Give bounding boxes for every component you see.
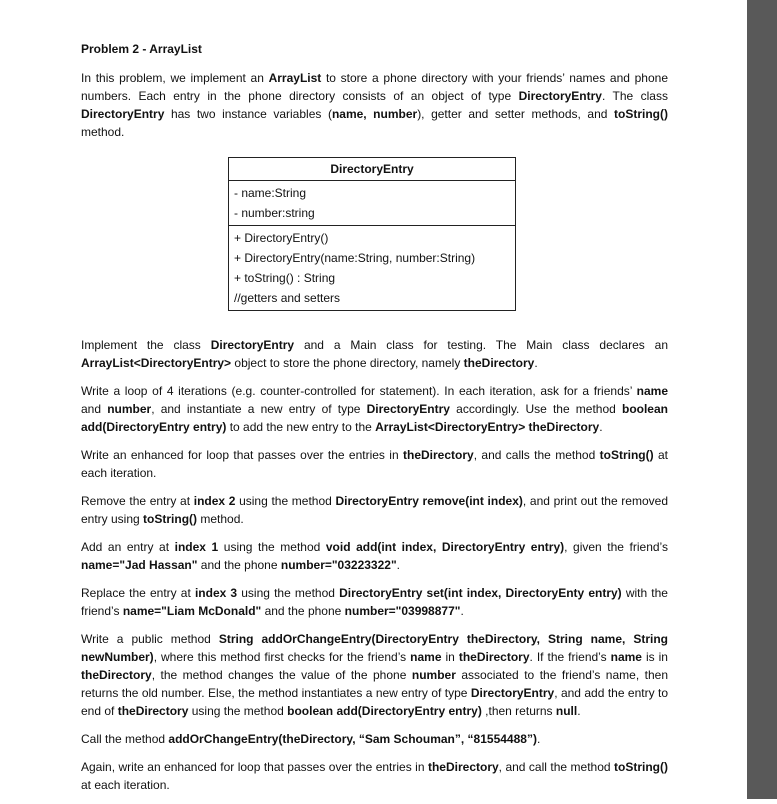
text-run: and the phone [197,558,281,572]
problem-title: Problem 2 - ArrayList [81,42,202,56]
bold-text-run: DirectoryEntry [366,402,450,416]
bold-text-run: name [636,384,668,398]
document-content [81,40,668,804]
bold-text-run: DirectoryEntry [210,338,295,352]
text-run: Replace the entry at [81,586,195,600]
bold-text-run: String addOrChangeEntry(DirectoryEntry theDirectory, String name, String newNumber) [81,632,668,664]
text-run: . [599,420,603,434]
bold-text-run: index 2 [193,494,236,508]
text-run: , the method changes the value of the phone [151,668,412,682]
text-run: ), getter and setter methods, and [417,107,615,121]
text-run: ,then returns [481,704,556,718]
text-run: , and print out the removed entry using [81,494,668,526]
bold-text-run: void add(int index, DirectoryEntry entry) [325,540,565,554]
bold-text-run: toString() [614,107,668,121]
text-run: and a Main class for testing. The Main class declares an [294,338,668,352]
bold-text-run: DirectoryEntry [518,89,602,103]
text-run: in [441,650,459,664]
intro-paragraph [81,69,668,141]
bold-text-run: toString() [143,512,198,526]
text-run: using the method [237,586,340,600]
text-run: associated to the friend’s name, then returns the old number. Else, the method instantiates a new entry of type [81,668,668,700]
uml-attribute: - name:String [234,186,307,200]
text-run: with the friend’s [81,586,668,618]
uml-class-name: DirectoryEntry [229,158,516,181]
bold-text-run: toString() [614,760,668,774]
text-run: using the method [188,704,288,718]
uml-class-diagram [228,157,516,311]
text-run: Again, write an enhanced for loop that passes over the entries in [81,760,428,774]
replace-paragraph [81,584,668,620]
uml-attributes [229,181,516,226]
text-run: and [81,402,108,416]
bold-text-run: addOrChangeEntry(theDirectory, “Sam Schouman”, “81554488”) [168,732,537,746]
bold-text-run: name="Jad Hassan" [81,558,198,572]
text-run: , and calls the method [473,448,600,462]
bold-text-run: ArrayList<DirectoryEntry> theDirectory [375,420,600,434]
text-run: has two instance variables ( [164,107,332,121]
text-run: , and add the entry to end of [81,686,668,718]
text-run: . If the friend’s [529,650,611,664]
text-run: . [396,558,400,572]
text-run: Add an entry at [81,540,175,554]
method-paragraph [81,630,668,720]
bold-text-run: theDirectory [403,448,474,462]
text-run: object to store the phone directory, namely [231,356,464,370]
text-run: at each iteration. [81,448,668,480]
bold-text-run: DirectoryEntry set(int index, DirectoryEnty entry) [339,586,622,600]
uml-methods [229,226,516,311]
text-run: , given the friend’s [564,540,668,554]
text-run: at each iteration. [81,778,170,792]
uml-method: + toString() : String [234,271,336,285]
bold-text-run: DirectoryEntry [470,686,555,700]
text-run: Write a public method [81,632,219,646]
text-run: is in [641,650,668,664]
bold-text-run: name [410,650,442,664]
bold-text-run: theDirectory [463,356,535,370]
text-run: Call the method [81,732,169,746]
viewer-scrollbar[interactable] [747,0,777,799]
bold-text-run: theDirectory [458,650,530,664]
text-run: to store a phone directory with your friends’ names and phone numbers. Each entry in the phone directory consists of an object of type [81,71,669,103]
bold-text-run: name, number [331,107,418,121]
enhanced-loop-paragraph [81,446,668,482]
bold-text-run: name [610,650,642,664]
add-paragraph [81,538,668,574]
text-run: . [577,704,581,718]
call-paragraph [81,730,668,748]
remove-paragraph [81,492,668,528]
text-run: Write a loop of 4 iterations (e.g. counter-controlled for statement). In each iteration, ask for a friends’ [81,384,637,398]
text-run: using the method [218,540,326,554]
text-run: method. [197,512,244,526]
implement-paragraph [81,336,668,372]
uml-method: + DirectoryEntry(name:String, number:String) [234,251,476,265]
text-run: to add the new entry to the [226,420,376,434]
bold-text-run: null [555,704,578,718]
bold-text-run: number [411,668,456,682]
text-run: . [536,732,541,746]
loop-paragraph [81,382,668,436]
text-run: method. [81,125,125,139]
uml-attribute: - number:string [234,206,315,220]
bold-text-run: ArrayList [268,71,322,85]
bold-text-run: DirectoryEntry remove(int index) [335,494,523,508]
text-run: . [460,604,464,618]
bold-text-run: number [107,402,152,416]
bold-text-run: toString() [599,448,654,462]
text-run: and the phone [261,604,345,618]
bold-text-run: theDirectory [117,704,189,718]
text-run: Implement the class [81,338,211,352]
bold-text-run: boolean add(DirectoryEntry entry) [287,704,482,718]
bold-text-run: index 3 [194,586,238,600]
again-paragraph [81,758,668,794]
uml-method: + DirectoryEntry() [234,231,329,245]
text-run: . The class [601,89,668,103]
bold-text-run: ArrayList<DirectoryEntry> [81,356,232,370]
bold-text-run: number="03998877" [344,604,461,618]
bold-text-run: DirectoryEntry [81,107,165,121]
bold-text-run: boolean add(DirectoryEntry entry) [81,402,668,434]
bold-text-run: name="Liam McDonald" [122,604,262,618]
uml-method: //getters and setters [234,291,341,305]
text-run: accordingly. Use the method [449,402,622,416]
text-run: , where this method first checks for the friend’s [153,650,411,664]
text-run: , and call the method [498,760,615,774]
text-run: In this problem, we implement an [81,71,269,85]
text-run: Remove the entry at [81,494,194,508]
text-run: . [534,356,538,370]
text-run: Write an enhanced for loop that passes over the entries in [81,448,404,462]
text-run: , and instantiate a new entry of type [151,402,367,416]
bold-text-run: theDirectory [427,760,499,774]
bold-text-run: number="03223322" [280,558,397,572]
bold-text-run: theDirectory [81,668,152,682]
bold-text-run: index 1 [174,540,219,554]
text-run: using the method [235,494,336,508]
